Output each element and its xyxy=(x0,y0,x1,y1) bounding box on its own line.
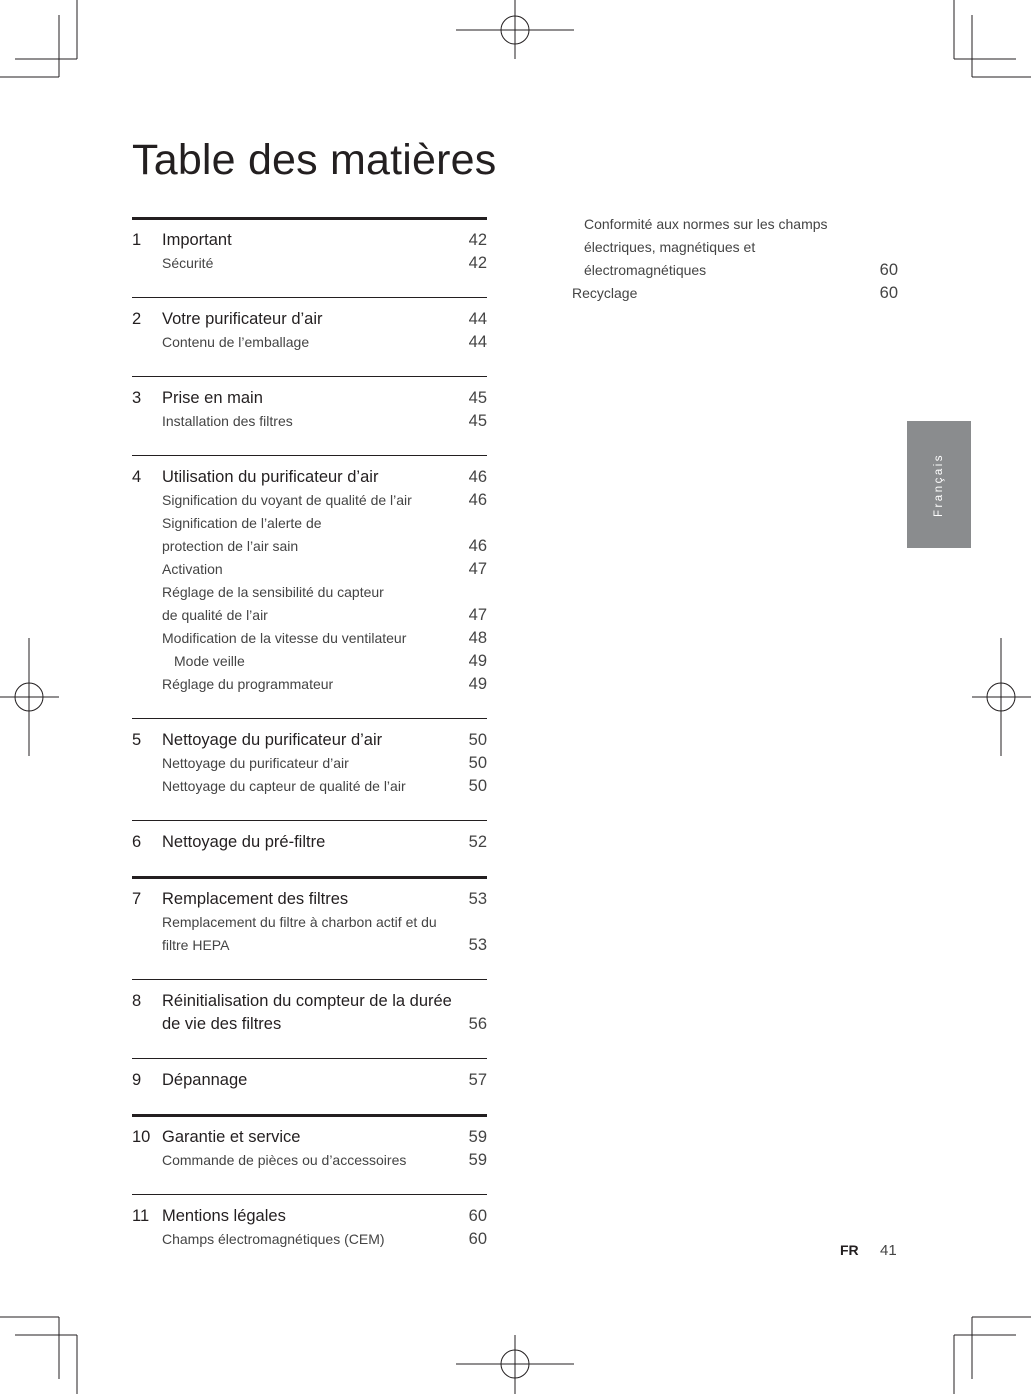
registration-mark-top xyxy=(456,0,574,59)
section-title: Important xyxy=(162,231,232,249)
entry-page: 45 xyxy=(468,412,487,430)
entry-page: 60 xyxy=(879,284,898,302)
registration-mark-bottom xyxy=(456,1335,574,1394)
section-page: 45 xyxy=(468,389,487,407)
section-number: 2 xyxy=(132,310,142,328)
entry-page: 44 xyxy=(468,333,487,351)
entry-text: protection de l’air sain xyxy=(162,538,299,554)
entry-text: Recyclage xyxy=(572,285,638,301)
section-page: 56 xyxy=(468,1015,487,1033)
section-number: 10 xyxy=(132,1128,151,1146)
entry-text: électromagnétiques xyxy=(584,262,707,278)
section-title: Nettoyage du pré-filtre xyxy=(162,833,326,851)
section-page: 42 xyxy=(468,231,487,249)
section-title: Remplacement des filtres xyxy=(162,890,349,908)
entry-page: 60 xyxy=(468,1230,487,1248)
entry-page: 49 xyxy=(468,675,487,693)
section-number: 3 xyxy=(132,389,142,407)
section-title: Prise en main xyxy=(162,389,263,407)
entry-text: Remplacement du filtre à charbon actif et du xyxy=(162,914,437,930)
section-page: 44 xyxy=(468,310,487,328)
entry-text: Mode veille xyxy=(174,653,245,669)
section-title: Dépannage xyxy=(162,1071,248,1089)
entry-text: Réglage de la sensibilité du capteur xyxy=(162,584,384,600)
section-title: Utilisation du purificateur d’air xyxy=(162,468,379,486)
entry-text: Modification de la vitesse du ventilateur xyxy=(162,630,407,646)
entry-page: 49 xyxy=(468,652,487,670)
section-page: 50 xyxy=(468,731,487,749)
section-title: Nettoyage du purificateur d’air xyxy=(162,731,383,749)
section-number: 4 xyxy=(132,468,142,486)
language-tab-label: Français xyxy=(933,452,945,517)
section-number: 11 xyxy=(132,1207,150,1225)
entry-page: 59 xyxy=(468,1151,487,1169)
entry-page: 50 xyxy=(468,777,487,795)
entry-page: 60 xyxy=(879,261,898,279)
section-number: 5 xyxy=(132,731,142,749)
section-title: Mentions légales xyxy=(162,1207,286,1225)
entry-page: 46 xyxy=(468,491,487,509)
section-title: Garantie et service xyxy=(162,1128,301,1146)
section-number: 7 xyxy=(132,890,142,908)
entry-text: Sécurité xyxy=(162,255,214,271)
entry-text: Réglage du programmateur xyxy=(162,676,334,692)
entry-text: Nettoyage du capteur de qualité de l’air xyxy=(162,778,406,794)
entry-text: Installation des filtres xyxy=(162,413,293,429)
page-title: Table des matières xyxy=(132,136,497,184)
section-number: 8 xyxy=(132,992,142,1010)
entry-page: 48 xyxy=(468,629,487,647)
entry-text: Signification de l’alerte de xyxy=(162,515,322,531)
section-page: 59 xyxy=(468,1128,487,1146)
entry-page: 47 xyxy=(468,606,487,624)
entry-page: 47 xyxy=(468,560,487,578)
section-page: 53 xyxy=(468,890,487,908)
section-title: Réinitialisation du compteur de la durée xyxy=(162,992,452,1010)
entry-text: Signification du voyant de qualité de l’air xyxy=(162,492,412,508)
registration-mark-right xyxy=(972,638,1031,756)
section-page: 46 xyxy=(468,468,487,486)
footer-language: FR xyxy=(840,1242,859,1258)
entry-page: 53 xyxy=(468,936,487,954)
section-number: 6 xyxy=(132,833,142,851)
section-number: 1 xyxy=(132,231,142,249)
entry-page: 46 xyxy=(468,537,487,555)
section-page: 52 xyxy=(468,833,487,851)
registration-mark-left xyxy=(0,638,59,756)
entry-text: Activation xyxy=(162,561,223,577)
section-number: 9 xyxy=(132,1071,142,1089)
entry-page: 42 xyxy=(468,254,487,272)
footer-page-number: 41 xyxy=(880,1242,897,1259)
entry-text: Nettoyage du purificateur d’air xyxy=(162,755,349,771)
entry-text: filtre HEPA xyxy=(162,937,230,953)
entry-page: 50 xyxy=(468,754,487,772)
section-title: Votre purificateur d’air xyxy=(162,310,323,328)
entry-text: électriques, magnétiques et xyxy=(584,239,756,255)
section-page: 57 xyxy=(468,1071,487,1089)
section-title-line2: de vie des filtres xyxy=(162,1015,282,1033)
entry-text: Contenu de l’emballage xyxy=(162,334,310,350)
section-page: 60 xyxy=(468,1207,487,1225)
entry-text: de qualité de l’air xyxy=(162,607,268,623)
entry-text: Conformité aux normes sur les champs xyxy=(584,216,828,232)
entry-text: Champs électromagnétiques (CEM) xyxy=(162,1231,385,1247)
entry-text: Commande de pièces ou d’accessoires xyxy=(162,1152,407,1168)
